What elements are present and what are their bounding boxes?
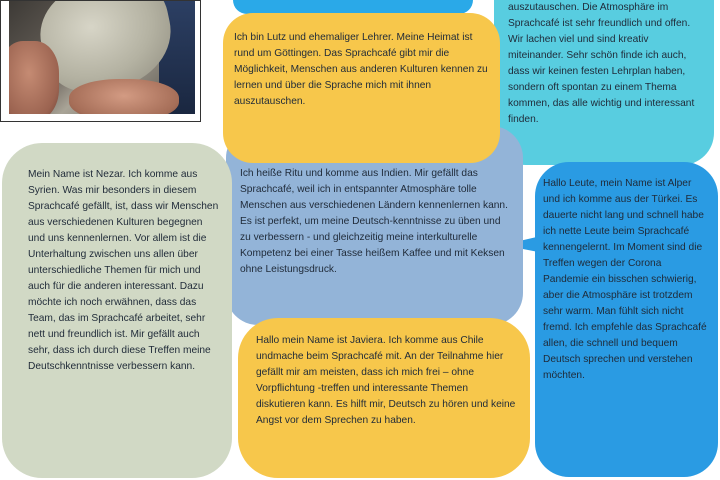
speech-bubble-nezar bbox=[2, 143, 232, 478]
bubble-text-cyan: auszutauschen. Die Atmosphäre im Sprachcafé ist sehr freundlich und offen. Wir lachen viel und sind kreativ miteinander. Sehr schön finde ich auch, dass wir keinen festen Lehrplan haben, sondern oft spontan zu einem Thema kommen, das alle wichtig und interessant finden. bbox=[508, 2, 695, 125]
bubble-text-ritu: Ich heiße Ritu und komme aus Indien. Mir gefällt das Sprachcafé, weil ich in entspannter Atmosphäre tolle Menschen aus verschiedenen Ländern kennenlernen kann. Es ist perfekt, um meine Deutsch-kenntnisse zu üben und zu verbessern - und gleichzeitig meine interkulturelle Kompetenz bei einer Tasse heißem Kaffee und mit Keksen ohne Leistungsdruck. bbox=[240, 168, 508, 275]
speech-bubble-cyan bbox=[494, 0, 714, 165]
bubble-text-nezar: Mein Name ist Nezar. Ich komme aus Syrien. Was mir besonders in diesem Sprachcafé gefällt, ist, dass wir Menschen aus verschiedenen Kulturen begegnen und uns kennenlernen. Vor allem ist die Unterhaltung zwischen uns allen über unterschiedliche Themen für mich und auch für die anderen interessant. Dazu möchte ich noch erwähnen, dass das Team, das im Sprachcafé arbeitet, sehr nett und freundlich ist. Mir gefällt auch sehr, dass ich durch diese Treffen meine Deutschkenntnisse verbessern kann. bbox=[28, 169, 219, 372]
speech-bubble-lutz bbox=[223, 13, 500, 163]
speech-bubble-alper bbox=[535, 162, 718, 477]
photo-hands-holding-stone bbox=[9, 1, 195, 114]
speech-bubble-top-blue bbox=[233, 0, 473, 14]
bubble-text-alper: Hallo Leute, mein Name ist Alper und ich komme aus der Türkei. Es dauerte nicht lang und schnell habe ich nette Leute beim Sprachcafé kennengelernt. Im Moment sind die Treffen wegen der Corona Pandemie ein bisschen schwierig, aber die Atmosphäre ist trotzdem sehr warm. Man fühlt sich nicht fremd. Ich empfehle das Sprachcafé allen, die schnell und bequem Deutsch sprechen und verstehen möchten. bbox=[543, 178, 707, 381]
speech-bubble-javiera bbox=[238, 318, 530, 478]
photo-hand-right bbox=[69, 79, 179, 114]
photo-frame bbox=[0, 0, 201, 122]
bubble-text-lutz: Ich bin Lutz und ehemaliger Lehrer. Meine Heimat ist rund um Göttingen. Das Sprachcafé gibt mir die Möglichkeit, Menschen aus anderen Kulturen kennen zu lernen und über die Sprache mich mit ihnen auszutauschen. bbox=[234, 32, 488, 107]
photo-hand-left bbox=[9, 41, 59, 114]
bubble-text-javiera: Hallo mein Name ist Javiera. Ich komme aus Chile undmache beim Sprachcafé mit. An der Teilnahme hier gefällt mir am meisten, dass ich mich frei – ohne Vorpflichtung -treffen und interessante Themen diskutieren kann. Es hilft mir, Deutsch zu hören und keine Angst vor dem Sprechen zu haben. bbox=[256, 335, 516, 426]
